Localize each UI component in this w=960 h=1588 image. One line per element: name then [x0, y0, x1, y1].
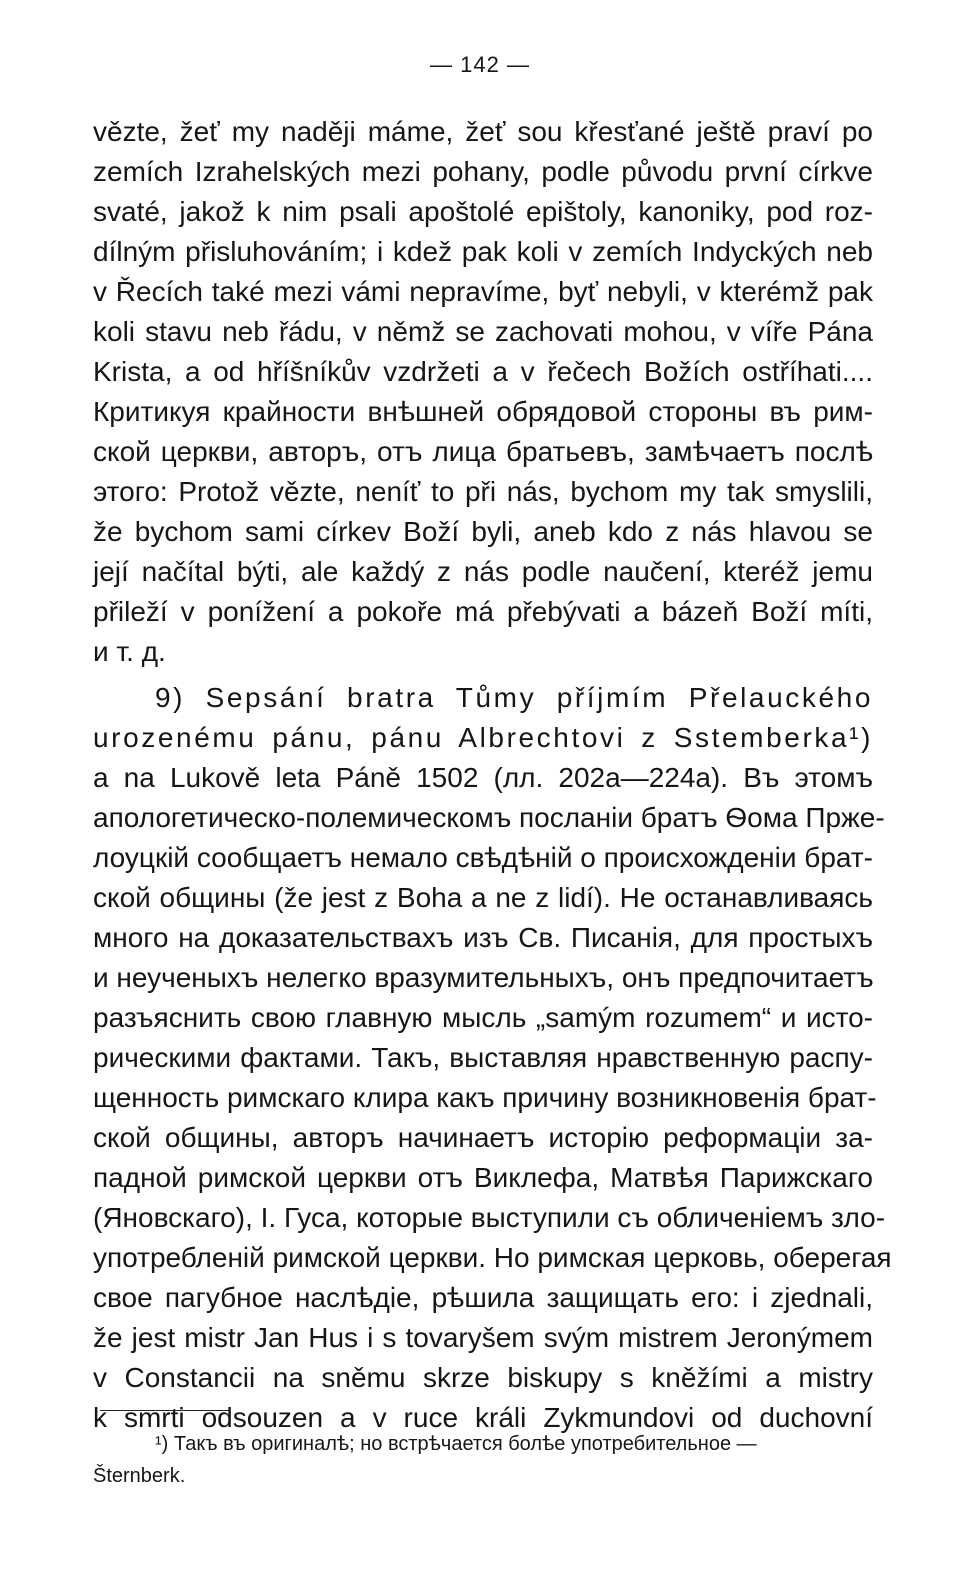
text-line: разъяснить свою главную мысль „samým rozumem“ и исто- — [93, 1002, 873, 1033]
text-line: koli stavu neb řádu, v němž se zachovati mohou, v víře Pána — [93, 316, 873, 347]
text-line: Критикуя крайности внѣшней обрядовой стороны въ рим- — [93, 396, 873, 427]
page-number: — 142 — — [430, 52, 530, 77]
body-text — [93, 112, 892, 1438]
section-heading-line: urozenému pánu, pánu Albrechtovi z Sstemberka¹) — [93, 722, 873, 753]
text-line: щенность римскаго клира какъ причину возникновенія брат- — [93, 1082, 877, 1113]
footnote-line: Šternberk. — [93, 1465, 186, 1487]
section-heading-line: 9) Sepsání bratra Tůmy příjmím Přelauckého — [155, 682, 873, 713]
text-line: ской общины (že jest z Boha a ne z lidí). Не останавливаясь — [93, 882, 873, 913]
text-line: ской церкви, авторъ, отъ лица братьевъ, замѣчаетъ послѣ — [93, 436, 873, 467]
text-line: v Řecích také mezi vámi nepravíme, byť nebyli, v kterémž pak — [93, 276, 873, 307]
text-line: употребленій римской церкви. Но римская церковь, оберегая — [93, 1242, 892, 1273]
text-line: Krista, a od hříšníkův vzdržeti a v řečech Božích ostříhati.... — [93, 356, 873, 387]
text-line: лоуцкій сообщаетъ немало свѣдѣній о происхожденіи брат- — [93, 842, 873, 873]
text-line: přileží v ponížení a pokoře má přebývati a bázeň Boží míti, — [93, 596, 873, 627]
text-line: že jest mistr Jan Hus i s tovaryšem svým mistrem Jeronýmem — [93, 1322, 873, 1353]
text-line: její načítal býti, ale každý z nás podle naučení, kteréž jemu — [93, 556, 873, 587]
text-line: (Яновскаго), I. Гуса, которые выступили съ обличеніемъ зло- — [93, 1202, 886, 1233]
text-line: этого: Protož vězte, neníť to při nás, bychom my tak smyslili, — [93, 476, 873, 507]
text-line: zemích Izrahelských mezi pohany, podle původu první církve — [93, 156, 873, 187]
text-line: и т. д. — [93, 636, 166, 667]
text-line: k smrti odsouzen a v ruce králi Zykmundovi od duchovní — [93, 1402, 873, 1433]
text-line: рическими фактами. Такъ, выставляя нравственную распу- — [93, 1042, 873, 1073]
text-line: и неученыхъ нелегко вразумительныхъ, онъ предпочитаетъ — [93, 962, 874, 993]
footnote-line: ¹) Такъ въ оригиналѣ; но встрѣчается болѣе употребительное — — [155, 1433, 757, 1455]
text-line: ской общины, авторъ начинаетъ исторію реформаціи за- — [93, 1122, 873, 1153]
text-line: svaté, jakož k nim psali apoštolé epištoly, kanoniky, pod roz- — [93, 196, 873, 227]
text-line: dílným přisluhováním; i kdež pak koli v zemích Indyckých neb — [93, 236, 873, 267]
text-line: že bychom sami církev Boží byli, aneb kdo z nás hlavou se — [93, 516, 873, 547]
text-line: свое пагубное наслѣдіе, рѣшила защищать его: i zjednali, — [93, 1282, 873, 1313]
text-line: a na Lukově leta Páně 1502 (лл. 202a—224a). Въ этомъ — [93, 762, 873, 793]
text-line: v Constancii na sněmu skrze biskupy s kněžími a mistry — [93, 1362, 873, 1393]
text-line: падной римской церкви отъ Виклефа, Матвѣя Парижскаго — [93, 1162, 873, 1193]
footnote-divider — [100, 1410, 230, 1411]
text-line: апологетическо-полемическомъ посланіи братъ Ѳома Прже- — [93, 802, 885, 833]
footnotes — [93, 1428, 873, 1492]
text-line: много на доказательствахъ изъ Св. Писанія, для простыхъ — [93, 922, 873, 953]
text-line: vězte, žeť my naději máme, žeť sou křesťané ještě praví po — [93, 116, 873, 147]
